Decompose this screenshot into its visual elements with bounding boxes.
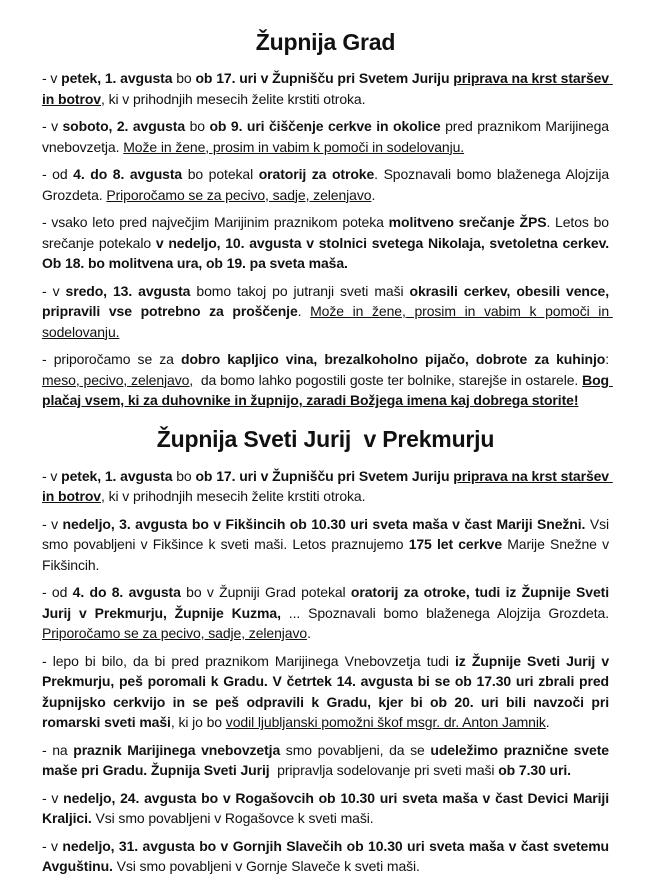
paragraph	[42, 466, 613, 507]
text-run: nedeljo, 3. avgusta bo v Fikšincih ob 10.30 uri sveta maša v čast Mariji Snežni.	[62, 515, 586, 532]
paragraph	[42, 281, 613, 343]
paragraph	[42, 582, 613, 644]
text-run: - vsako leto pred največjim Marijinim praznikom poteka	[42, 214, 389, 230]
text-run: Marije Snežne v Fikšincih.	[42, 536, 613, 573]
text-run: ob 17. uri v Župnišču pri Svetem Juriju	[195, 467, 454, 484]
text-run: ob 7.30 uri.	[498, 762, 571, 778]
text-run: Vsi smo povabljeni v Rogašovce k sveti maši.	[91, 810, 374, 826]
text-run: meso, pecivo, zelenjavo,	[42, 371, 194, 388]
text-run: ob 17. uri v Župnišču pri Svetem Juriju	[195, 70, 454, 86]
text-run: praznik Marijinega vnebovzetja	[73, 741, 281, 758]
paragraph	[42, 788, 613, 829]
text-run: Priporočamo se za pecivo, sadje, zelenjavo	[42, 625, 308, 641]
text-run: pripravlja sodelovanje pri sveti maši	[269, 762, 499, 778]
text-run: - v	[42, 118, 63, 134]
text-run: , ki v prihodnjih mesecih želite krstiti otroka.	[100, 488, 366, 504]
text-run: - v	[42, 282, 66, 299]
text-run: molitveno srečanje ŽPS	[388, 214, 547, 230]
text-run: nedeljo, 31. avgusta bo v Gornjih Slavečih ob 10.30 uri sveta maša v čast svetemu Avguštinu.	[42, 837, 613, 874]
text-run: . Spoznavali bomo blaženega Alojzija Grozdeta.	[42, 166, 613, 203]
text-run: bo	[172, 467, 196, 484]
text-run: petek, 1. avgusta	[61, 467, 173, 484]
paragraph	[42, 164, 613, 205]
section-title: Župnija Grad	[255, 29, 396, 55]
text-run: petek, 1. avgusta	[61, 70, 173, 86]
text-run: Vsi smo povabljeni v Fikšince k sveti maši. Letos praznujemo	[42, 515, 613, 552]
text-run: , ki jo bo	[170, 714, 226, 730]
bulletin-section	[42, 425, 613, 877]
text-run: 175 let cerkve	[408, 536, 503, 552]
text-run: iz Župnije Sveti Jurij v Prekmurju, peš poromali k Gradu. V četrtek 14. avgusta bi se ob 17.30 uri zbrali pred župnijsko cerkvijo in se peš odpravili k Gradu, kjer bi ob 20. uri bili navzoči pri romarski sveti maši	[42, 652, 613, 730]
paragraph	[42, 349, 613, 411]
text-run: Može in žene, prosim in vabim k pomoči in sodelovanju.	[123, 138, 465, 155]
bulletin-section	[42, 28, 617, 411]
text-run: - v	[42, 70, 62, 86]
text-run: - na	[42, 741, 74, 758]
paragraph	[42, 68, 613, 109]
text-run: bomo takoj po jutranji sveti maši	[190, 282, 410, 299]
text-run: oratorij za otroke	[258, 166, 375, 182]
text-run: dobro kapljico vina, brezalkoholno pijačo, dobrote za kuhinjo	[181, 351, 606, 367]
section-title: Župnija Sveti Jurij v Prekmurju	[156, 425, 495, 452]
text-run: priprava na krst staršev in botrov	[42, 70, 613, 107]
text-run: Bog plačaj vsem, ki za duhovnike in župnijo, zaradi Božjega imena kaj dobrega storite!	[42, 371, 613, 408]
text-run: bo	[185, 118, 210, 134]
text-run: .	[297, 303, 311, 319]
text-run: bo potekal	[182, 166, 259, 182]
text-run: - v	[42, 837, 63, 854]
paragraph	[42, 212, 617, 274]
text-run: , ki v prihodnjih mesecih želite krstiti otroka.	[100, 90, 366, 107]
text-run: .	[307, 625, 311, 641]
text-run: :	[605, 351, 613, 367]
text-run: da bomo lahko pogostili goste ter bolnike, starejše in ostarele.	[193, 371, 583, 388]
text-run: .	[371, 186, 376, 203]
text-run: - priporočamo se za	[42, 351, 182, 367]
text-run: - od	[42, 584, 73, 600]
text-run: udeležimo praznične svete maše pri Gradu. Župnija Sveti Jurij	[42, 741, 613, 778]
text-run: Vsi smo povabljeni v Gornje Slaveče k sveti maši.	[112, 858, 420, 874]
paragraph	[42, 836, 613, 877]
text-run: .	[545, 714, 550, 730]
text-run: - v	[42, 515, 63, 532]
text-run: ob 9. uri čiščenje cerkve in okolice	[209, 118, 441, 134]
text-run: oratorij za otroke, tudi iz Župnije Sveti Jurij v Prekmurju, Župnije Kuzma,	[42, 584, 613, 621]
text-run: ... Spoznavali bomo blaženega Alojzija Grozdeta.	[280, 604, 613, 621]
text-run: Priporočamo se za pecivo, sadje, zelenjavo	[106, 186, 372, 203]
text-run: soboto, 2. avgusta	[62, 118, 186, 134]
text-run: bo	[172, 70, 196, 86]
paragraph	[42, 651, 613, 733]
text-run: bo v Župniji Grad potekal	[180, 584, 351, 600]
text-run: - lepo bi bilo, da bi pred praznikom Marijinega Vnebovzetja tudi	[42, 652, 456, 669]
text-run: - od	[42, 166, 74, 182]
text-run: Može in žene, prosim in vabim k pomoči in sodelovanju.	[42, 303, 613, 340]
paragraph	[42, 740, 613, 781]
text-run: smo povabljeni, da se	[280, 741, 431, 758]
text-run: 4. do 8. avgusta	[73, 166, 183, 182]
text-run: sredo, 13. avgusta	[65, 282, 191, 299]
text-run: - v	[42, 789, 64, 806]
text-run: v nedeljo, 10. avgusta v stolnici svetega Nikolaja, svetoletna cerkev. Ob 18. bo molitvena ura, ob 19. pa sveta maša.	[42, 234, 617, 271]
text-run: pred praznikom Marijinega vnebovzetja.	[42, 118, 613, 155]
paragraph	[42, 116, 613, 157]
text-run: okrasili cerkev, obesili vence, pripravili vse potrebno za proščenje	[42, 282, 613, 319]
text-run: nedeljo, 24. avgusta bo v Rogašovcih ob 10.30 uri sveta maša v čast Devici Mariji Kraljici.	[42, 789, 613, 826]
text-run: priprava na krst staršev in botrov	[42, 467, 613, 504]
paragraph	[42, 514, 613, 576]
text-run: 4. do 8. avgusta	[72, 584, 181, 600]
text-run: - v	[42, 467, 62, 484]
text-run: . Letos bo srečanje potekalo	[42, 214, 613, 251]
text-run: vodil ljubljanski pomožni škof msgr. dr. Anton Jamnik	[225, 714, 546, 730]
